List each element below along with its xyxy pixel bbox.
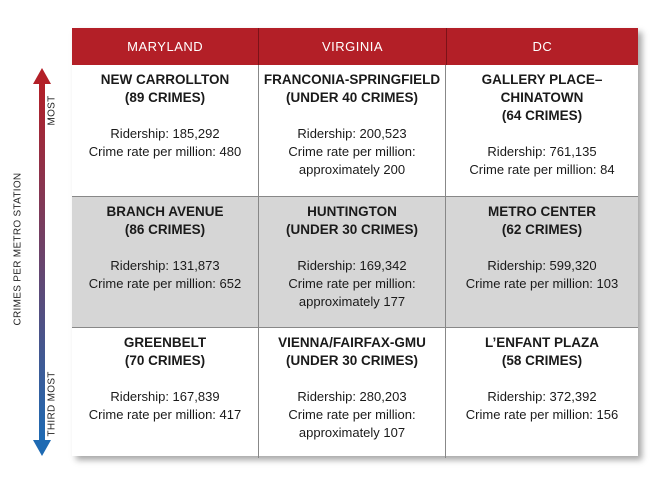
station-name-line2: CHINATOWN xyxy=(500,90,584,105)
station-cell xyxy=(446,328,638,458)
table-header xyxy=(72,28,638,65)
station-cell xyxy=(446,197,638,327)
table-row xyxy=(72,327,638,458)
ridership: Ridership: 372,392 xyxy=(487,389,597,404)
crime-rate-value: approximately 200 xyxy=(298,162,406,177)
station-name: GALLERY PLACE– xyxy=(481,72,603,87)
crime-rate: Crime rate per million: 84 xyxy=(469,162,615,177)
header-dc: DC xyxy=(532,39,553,54)
station-name: HUNTINGTON xyxy=(307,204,397,219)
header-virginia: VIRGINIA xyxy=(259,28,446,65)
station-name: L’ENFANT PLAZA xyxy=(485,335,599,350)
arrow-head-up-icon xyxy=(33,68,51,84)
station-crimes: (UNDER 30 CRIMES) xyxy=(285,222,418,237)
crime-rate: Crime rate per million: xyxy=(288,144,416,159)
station-crimes: (89 CRIMES) xyxy=(124,90,206,105)
station-cell xyxy=(446,65,638,196)
station-crimes: (62 CRIMES) xyxy=(501,222,583,237)
arrow-head-down-icon xyxy=(33,440,51,456)
station-crimes: (86 CRIMES) xyxy=(124,222,206,237)
crime-rate: Crime rate per million: 480 xyxy=(88,144,242,159)
station-crimes: (64 CRIMES) xyxy=(501,108,583,123)
crime-rate-value: approximately 177 xyxy=(298,294,406,309)
header-maryland: MARYLAND xyxy=(72,28,259,65)
station-crimes: (58 CRIMES) xyxy=(501,353,583,368)
ridership: Ridership: 167,839 xyxy=(110,389,220,404)
station-name: FRANCONIA-SPRINGFIELD xyxy=(263,72,441,87)
table-row xyxy=(72,196,638,327)
arrow-shaft xyxy=(39,83,45,441)
ridership: Ridership: 280,203 xyxy=(297,389,407,404)
ridership: Ridership: 761,135 xyxy=(487,144,597,159)
station-name: GREENBELT xyxy=(123,335,207,350)
crime-rank-axis xyxy=(0,0,70,484)
station-name: NEW CARROLLTON xyxy=(100,72,230,87)
crime-rate: Crime rate per million: 156 xyxy=(465,407,619,422)
table-row xyxy=(72,65,638,196)
station-crimes: (UNDER 40 CRIMES) xyxy=(285,90,418,105)
axis-top-label: MOST xyxy=(46,95,58,126)
station-cell xyxy=(259,65,446,196)
crime-rate: Crime rate per million: xyxy=(288,276,416,291)
ridership: Ridership: 169,342 xyxy=(297,258,407,273)
station-name: VIENNA/FAIRFAX-GMU xyxy=(278,335,426,350)
crime-rate: Crime rate per million: 652 xyxy=(88,276,242,291)
crime-table xyxy=(72,28,638,456)
station-crimes: (70 CRIMES) xyxy=(124,353,206,368)
axis-title: CRIMES PER METRO STATION xyxy=(12,172,24,326)
gradient-arrow xyxy=(0,0,70,484)
crime-rate-value: approximately 107 xyxy=(298,425,406,440)
crime-rate: Crime rate per million: 103 xyxy=(465,276,619,291)
station-name: METRO CENTER xyxy=(488,204,596,219)
station-cell xyxy=(259,328,446,458)
ridership: Ridership: 200,523 xyxy=(297,126,407,141)
axis-bottom-label: THIRD MOST xyxy=(46,371,58,437)
station-name: BRANCH AVENUE xyxy=(106,204,224,219)
crime-rate: Crime rate per million: xyxy=(288,407,416,422)
station-cell xyxy=(72,197,259,327)
crime-rate: Crime rate per million: 417 xyxy=(88,407,242,422)
station-cell xyxy=(259,197,446,327)
station-cell xyxy=(72,65,259,196)
station-crimes: (UNDER 30 CRIMES) xyxy=(285,353,418,368)
station-cell xyxy=(72,328,259,458)
ridership: Ridership: 599,320 xyxy=(487,258,597,273)
ridership: Ridership: 185,292 xyxy=(110,126,220,141)
ridership: Ridership: 131,873 xyxy=(110,258,220,273)
